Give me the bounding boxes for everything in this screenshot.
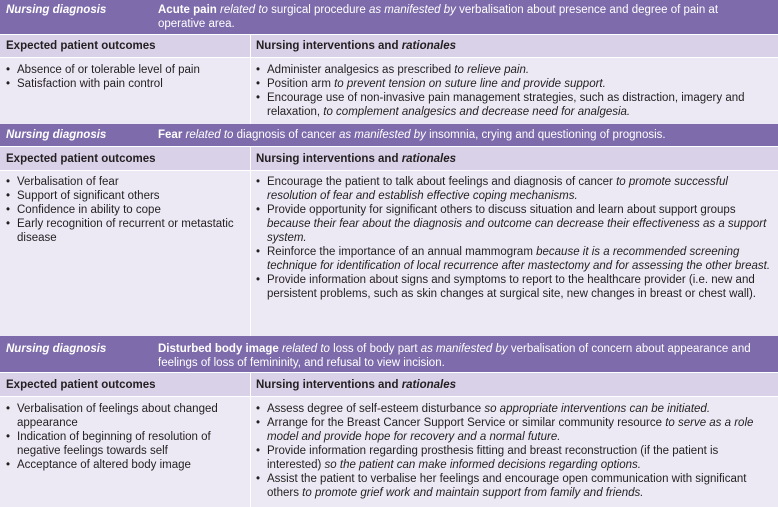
diagnosis-text: loss of body part <box>329 343 421 355</box>
intervention-rationale: to complement analgesics and decrease need for analgesia. <box>323 106 631 118</box>
intervention-text: Position arm <box>267 78 335 90</box>
intervention-item <box>254 273 772 301</box>
outcome-item: • Indication of beginning of resolution of negative feelings towards self <box>4 430 246 458</box>
outcome-item: • Verbalisation of fear <box>4 175 246 189</box>
intervention-item <box>254 444 772 472</box>
intervention-text: Assist the patient to verbalise her feelings and encourage open communication with significant others <box>267 473 747 499</box>
intervention-rationale: so the patient can make informed decisions regarding options. <box>324 459 641 471</box>
outcomes-list <box>4 63 246 91</box>
intervention-text: Encourage the patient to talk about feelings and diagnosis of cancer <box>267 176 617 188</box>
intervention-text: Reinforce the importance of an annual mammogram <box>267 246 537 258</box>
intervention-rationale: to promote grief work and maintain support from family and friends. <box>302 487 644 499</box>
column-header-row <box>0 373 778 396</box>
diagnosis-connector: as manifested by <box>338 129 426 141</box>
intervention-text: Assess degree of self-esteem disturbance <box>267 403 485 415</box>
intervention-item <box>254 416 772 444</box>
care-row <box>0 397 778 507</box>
intervention-item <box>254 91 772 119</box>
diagnosis-connector: as manifested by <box>420 343 508 355</box>
diagnosis-focus: Fear <box>158 129 183 141</box>
diagnosis-text: insomnia, crying and questioning of prognosis. <box>425 129 666 141</box>
diagnosis-text: verbalisation of concern about appearance and feelings of loss of femininity, and refusal to view incision. <box>158 343 751 369</box>
intervention-text: Provide information regarding prosthesis fitting and breast reconstruction (if the patient is interested) <box>267 445 719 471</box>
diagnosis-text: surgical procedure <box>267 4 369 16</box>
interventions-header: Nursing interventions and rationales <box>256 153 457 165</box>
interventions-header: Nursing interventions and rationales <box>256 379 457 391</box>
intervention-item <box>254 402 772 416</box>
intervention-item <box>254 63 772 77</box>
outcome-item: • Confidence in ability to cope <box>4 203 246 217</box>
intervention-rationale: to relieve pain. <box>454 64 530 76</box>
column-header-row <box>0 35 778 57</box>
intervention-text: Administer analgesics as prescribed <box>267 64 455 76</box>
diagnosis-label: Nursing diagnosis <box>6 343 107 355</box>
diagnosis-details <box>182 129 665 141</box>
intervention-rationale: because it is a recommended screening technique for identification of local recurrence after mastectomy and for assessing the other breast. <box>267 246 771 272</box>
intervention-rationale: to serve as a role model and provide hope for recovery and a normal future. <box>267 417 754 443</box>
diagnosis-text: verbalisation about presence and degree of pain at operative area. <box>158 4 719 30</box>
outcome-item: • Verbalisation of feelings about changed appearance <box>4 402 246 430</box>
outcomes-list <box>4 175 246 245</box>
outcome-item: • Absence of or tolerable level of pain <box>4 63 246 77</box>
intervention-text: Provide opportunity for significant others to discuss situation and learn about support groups <box>267 204 736 216</box>
diagnosis-connector: related to <box>182 129 234 141</box>
diagnosis-statement <box>158 342 768 370</box>
diagnosis-row <box>0 124 778 146</box>
diagnosis-label: Nursing diagnosis <box>6 4 107 16</box>
diagnosis-text: diagnosis of cancer <box>233 129 339 141</box>
diagnosis-connector: as manifested by <box>368 4 456 16</box>
care-row <box>0 58 778 124</box>
care-row <box>0 171 778 336</box>
column-header-row <box>0 147 778 170</box>
intervention-item <box>254 472 772 500</box>
outcomes-header: Expected patient outcomes <box>6 153 156 165</box>
diagnosis-row <box>0 336 778 372</box>
diagnosis-connector: related to <box>216 4 268 16</box>
intervention-item <box>254 245 772 273</box>
diagnosis-connector: related to <box>278 343 330 355</box>
intervention-rationale: to promote successful resolution of fear and establish effective coping mechanisms. <box>267 176 728 202</box>
interventions-list <box>254 402 772 500</box>
outcomes-header: Expected patient outcomes <box>6 379 156 391</box>
intervention-text: Provide information about signs and symptoms to report to the healthcare provider (i.e. new and persistent problems, such as skin changes at surgical site, new changes in breast or chest wall). <box>267 274 756 300</box>
diagnosis-label: Nursing diagnosis <box>6 129 107 141</box>
intervention-item <box>254 175 772 203</box>
diagnosis-statement <box>158 3 768 31</box>
outcome-item: • Support of significant others <box>4 189 246 203</box>
intervention-item <box>254 203 772 245</box>
intervention-text: Encourage use of non-invasive pain management strategies, such as distraction, imagery and relaxation, <box>267 92 745 118</box>
outcome-item: • Satisfaction with pain control <box>4 77 246 91</box>
interventions-list <box>254 175 772 301</box>
outcomes-list <box>4 402 246 472</box>
intervention-item <box>254 77 772 91</box>
interventions-header: Nursing interventions and rationales <box>256 40 457 52</box>
interventions-list <box>254 63 772 119</box>
diagnosis-focus: Acute pain <box>158 4 217 16</box>
outcome-item: • Acceptance of altered body image <box>4 458 246 472</box>
diagnosis-details <box>158 4 718 30</box>
intervention-rationale: to prevent tension on suture line and provide support. <box>334 78 606 90</box>
intervention-text: Arrange for the Breast Cancer Support Service or similar community resource <box>267 417 666 429</box>
diagnosis-row <box>0 0 778 34</box>
intervention-rationale: because their fear about the diagnosis and outcome can decrease their effectiveness as a support system. <box>267 218 767 244</box>
intervention-rationale: so appropriate interventions can be initiated. <box>484 403 711 415</box>
diagnosis-statement <box>158 128 768 142</box>
outcome-item: • Early recognition of recurrent or metastatic disease <box>4 217 246 245</box>
outcomes-header: Expected patient outcomes <box>6 40 156 52</box>
diagnosis-focus: Disturbed body image <box>158 343 279 355</box>
